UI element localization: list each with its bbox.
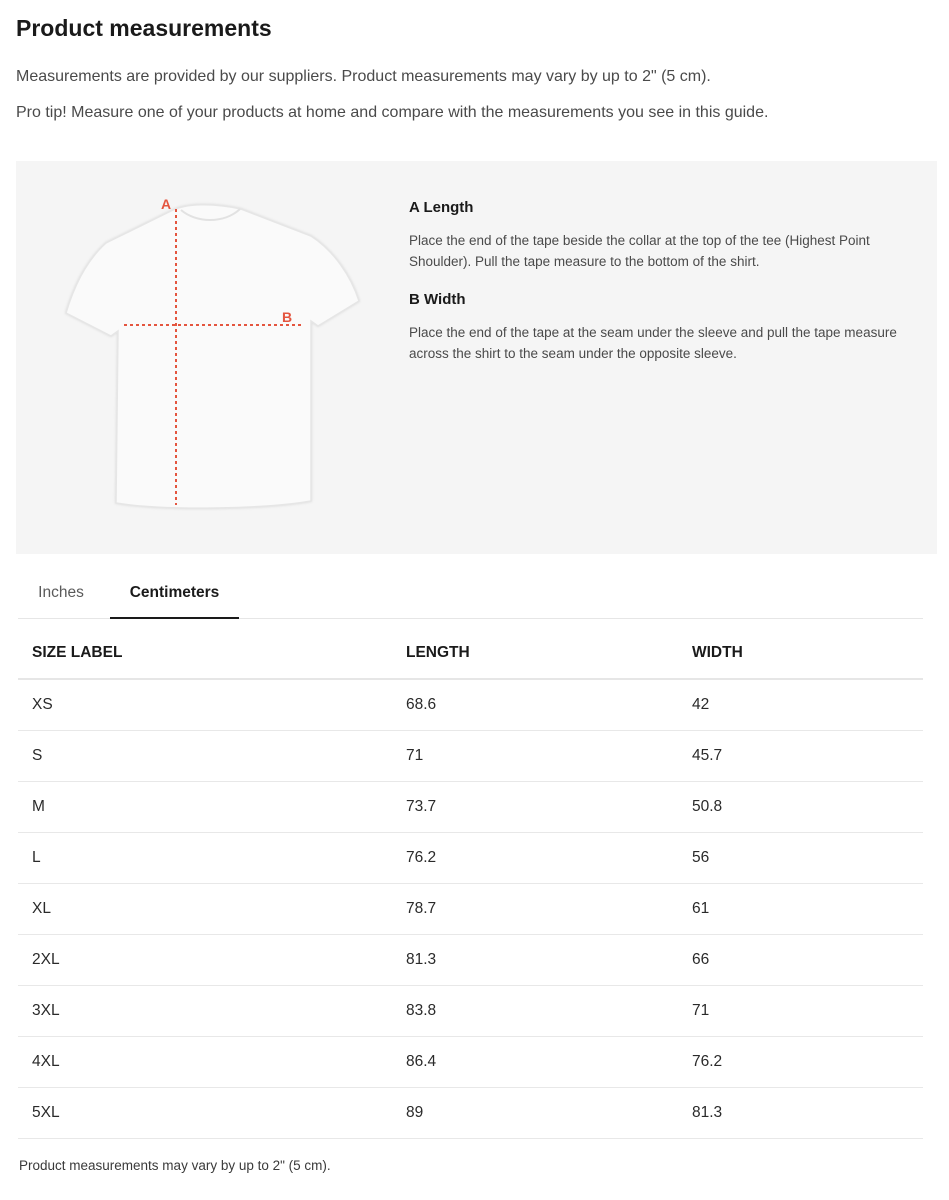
width-cell: 61 (678, 883, 923, 934)
table-row (18, 679, 923, 730)
width-title: B Width (409, 291, 466, 308)
width-cell: 50.8 (678, 781, 923, 832)
page-title: Product measurements (16, 15, 272, 41)
table-row (18, 883, 923, 934)
length-cell: 83.8 (392, 985, 678, 1036)
width-cell: 45.7 (678, 730, 923, 781)
width-cell: 71 (678, 985, 923, 1036)
length-measurement (409, 199, 899, 272)
tab-centimeters[interactable]: Centimeters (110, 571, 239, 619)
table-row (18, 1036, 923, 1087)
column-header-length: LENGTH (392, 627, 678, 679)
width-cell: 56 (678, 832, 923, 883)
measurement-guide-panel (16, 161, 937, 554)
length-title: A Length (409, 199, 474, 216)
width-measurement (409, 291, 899, 364)
size-cell: 3XL (18, 985, 392, 1036)
table-row (18, 781, 923, 832)
size-cell: XS (18, 679, 392, 730)
table-row (18, 730, 923, 781)
column-header-size: SIZE LABEL (18, 627, 392, 679)
width-cell: 66 (678, 934, 923, 985)
length-cell: 78.7 (392, 883, 678, 934)
table-row (18, 1087, 923, 1138)
length-cell: 71 (392, 730, 678, 781)
width-cell: 81.3 (678, 1087, 923, 1138)
footnote: Product measurements may vary by up to 2" (5 cm). (19, 1158, 331, 1173)
size-table (18, 627, 923, 1139)
tab-inches[interactable]: Inches (38, 584, 84, 601)
table-row (18, 934, 923, 985)
tshirt-diagram (56, 191, 366, 511)
length-cell: 81.3 (392, 934, 678, 985)
pro-tip-text: Pro tip! Measure one of your products at home and compare with the measurements you see in this guide. (16, 104, 769, 121)
length-description: Place the end of the tape beside the collar at the top of the tee (Highest Point Shoulder). Pull the tape measure to the bottom of the shirt. (409, 233, 870, 269)
size-cell: 2XL (18, 934, 392, 985)
width-cell: 76.2 (678, 1036, 923, 1087)
size-cell: 5XL (18, 1087, 392, 1138)
length-cell: 68.6 (392, 679, 678, 730)
intro-text: Measurements are provided by our suppliers. Product measurements may vary by up to 2" (5 cm). (16, 68, 711, 85)
table-row (18, 832, 923, 883)
size-cell: XL (18, 883, 392, 934)
width-description: Place the end of the tape at the seam under the sleeve and pull the tape measure across the shirt to the seam under the opposite sleeve. (409, 325, 897, 361)
size-cell: S (18, 730, 392, 781)
column-header-width: WIDTH (678, 627, 923, 679)
table-row (18, 985, 923, 1036)
unit-tabs (18, 571, 923, 619)
size-cell: M (18, 781, 392, 832)
length-cell: 76.2 (392, 832, 678, 883)
table-header-row (18, 627, 923, 679)
tshirt-shape (66, 205, 359, 508)
size-cell: 4XL (18, 1036, 392, 1087)
size-cell: L (18, 832, 392, 883)
marker-a: A (161, 196, 172, 212)
length-cell: 89 (392, 1087, 678, 1138)
width-cell: 42 (678, 679, 923, 730)
marker-b: B (282, 309, 293, 325)
length-cell: 73.7 (392, 781, 678, 832)
length-cell: 86.4 (392, 1036, 678, 1087)
